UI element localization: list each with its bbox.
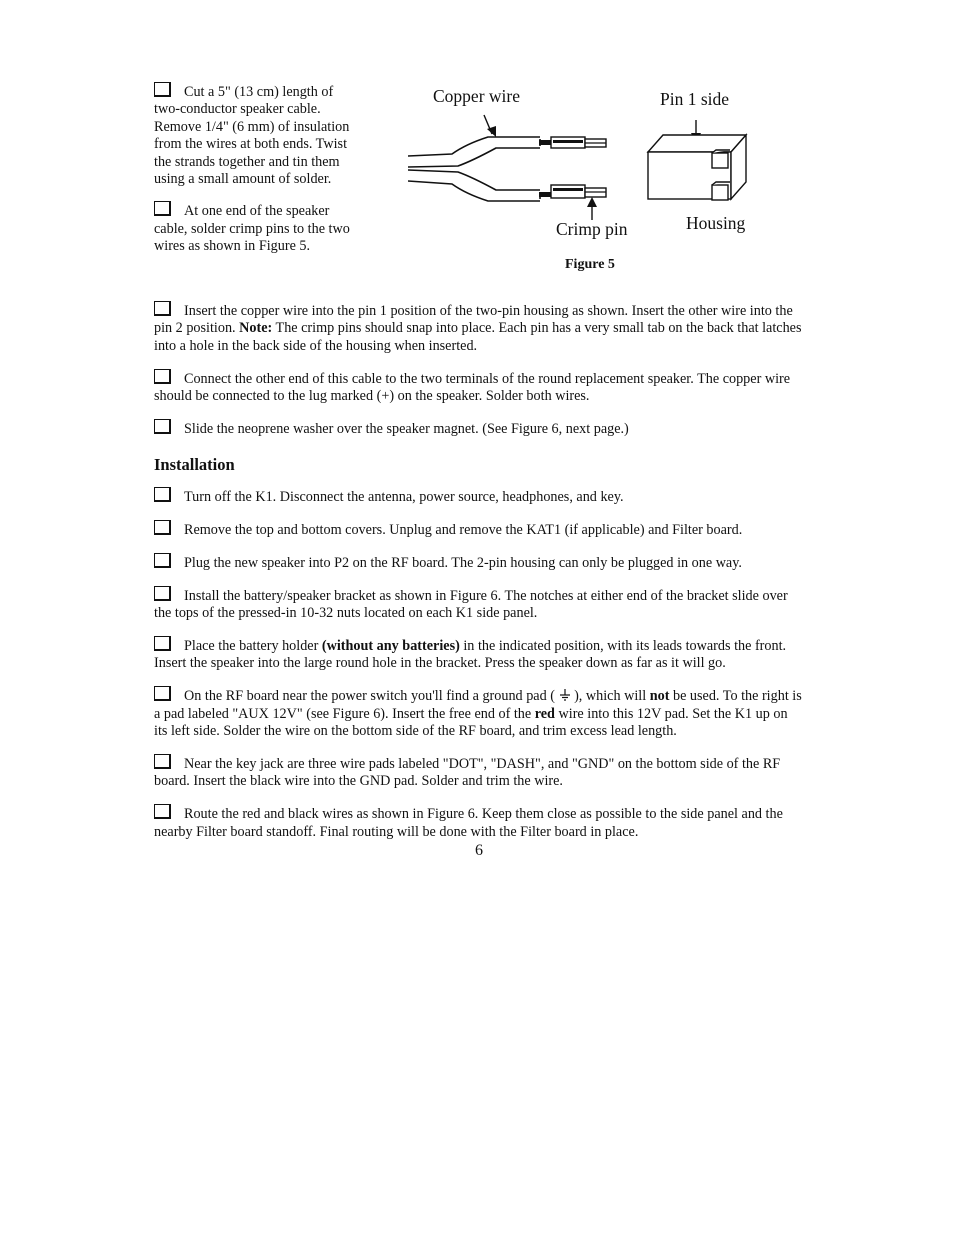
pin1-side-label: Pin 1 side bbox=[660, 89, 730, 109]
checkbox[interactable] bbox=[154, 520, 171, 535]
step-text: The crimp pins should snap into place. Each pin has a very small tab on the back that latches into a hole in the back side of the housing when inserted. bbox=[154, 320, 802, 354]
section-heading: Installation bbox=[154, 455, 235, 475]
step-note-label: Note: bbox=[239, 320, 273, 337]
top-steps bbox=[154, 82, 362, 256]
step-turn-off bbox=[154, 487, 804, 506]
step-emphasis: (without any batteries) bbox=[321, 637, 460, 654]
step-install-bracket bbox=[154, 586, 804, 623]
step-text: On the RF board near the power switch you'll find a ground pad ( bbox=[184, 688, 559, 705]
step-insert-pins bbox=[154, 301, 804, 355]
step-cut-cable bbox=[154, 82, 362, 188]
step-emphasis: not bbox=[649, 688, 670, 705]
housing-block bbox=[648, 135, 746, 200]
step-text: Cut a 5" (13 cm) length of two-conductor speaker cable. Remove 1/4" (6 mm) of insulation from the wires at both ends. Twist the strands together and tin them using a small amount of solder. bbox=[154, 84, 350, 188]
step-text: Place the battery holder bbox=[184, 637, 322, 654]
step-text: Connect the other end of this cable to the two terminals of the round replacement speaker. The copper wire should be connected to the lug marked (+) on the speaker. Solder both wires. bbox=[154, 370, 791, 405]
housing-label: Housing bbox=[686, 213, 746, 233]
step-text: wire into this 12V pad. Set the K1 up on its left side. Solder the wire on the bottom side of the RF board, and trim excess lead length. bbox=[154, 705, 788, 739]
ground-symbol-icon bbox=[559, 689, 571, 701]
step-text: At one end of the speaker cable, solder crimp pins to the two wires as shown in Figure 5. bbox=[154, 203, 350, 255]
assembly-steps bbox=[154, 301, 804, 841]
checkbox[interactable] bbox=[154, 82, 171, 97]
step-ground-pad bbox=[154, 686, 804, 740]
figure-5 bbox=[408, 82, 758, 282]
step-plug-speaker bbox=[154, 553, 804, 572]
crimp-pin-bottom bbox=[539, 185, 606, 198]
step-text: be used. To the right is a pad labeled "AUX 12V" (see Figure 6). Insert the free end of the bbox=[154, 688, 802, 722]
checkbox[interactable] bbox=[154, 754, 171, 769]
checkbox[interactable] bbox=[154, 487, 171, 502]
checkbox[interactable] bbox=[154, 369, 171, 384]
step-route-wires bbox=[154, 804, 804, 841]
speaker-cable bbox=[408, 137, 540, 201]
copper-wire-label: Copper wire bbox=[433, 86, 520, 106]
step-text: Plug the new speaker into P2 on the RF board. The 2-pin housing can only be plugged in one way. bbox=[184, 554, 742, 571]
step-connect-speaker bbox=[154, 369, 804, 406]
step-text: Slide the neoprene washer over the speaker magnet. (See Figure 6, next page.) bbox=[184, 421, 629, 438]
step-text: Route the red and black wires as shown in Figure 6. Keep them close as possible to the side panel and the nearby Filter board standoff. Final routing will be done with the Filter board in place. bbox=[154, 806, 783, 840]
checkbox[interactable] bbox=[154, 686, 171, 701]
checkbox[interactable] bbox=[154, 804, 171, 819]
checkbox[interactable] bbox=[154, 636, 171, 651]
crimp-pin-arrowhead bbox=[587, 197, 597, 207]
crimp-pin-top bbox=[539, 137, 606, 148]
step-remove-covers bbox=[154, 520, 804, 539]
copper-wire-arrowhead bbox=[487, 126, 496, 137]
step-black-wire bbox=[154, 754, 804, 791]
checkbox[interactable] bbox=[154, 201, 171, 216]
step-slide-washer bbox=[154, 419, 804, 438]
page-number: 6 bbox=[475, 842, 483, 859]
step-solder-crimp-pins bbox=[154, 201, 362, 255]
checkbox[interactable] bbox=[154, 586, 171, 601]
checkbox[interactable] bbox=[154, 419, 171, 434]
checkbox[interactable] bbox=[154, 301, 171, 316]
checkbox[interactable] bbox=[154, 553, 171, 568]
step-text: Remove the top and bottom covers. Unplug and remove the KAT1 (if applicable) and Filter board. bbox=[184, 521, 743, 538]
step-text: ), which will bbox=[570, 688, 650, 705]
figure-caption: Figure 5 bbox=[565, 257, 615, 272]
step-text: in the indicated position, with its leads towards the front. Insert the speaker into the large round hole in the bracket. Press the speaker down as far as it will go. bbox=[154, 637, 787, 672]
cable-housing-diagram bbox=[408, 82, 758, 282]
crimp-pin-label: Crimp pin bbox=[556, 219, 628, 239]
step-text: Near the key jack are three wire pads labeled "DOT", "DASH", and "GND" on the bottom side of the RF board. Insert the black wire into the GND pad. Solder and trim the wire. bbox=[154, 755, 781, 790]
step-text: Turn off the K1. Disconnect the antenna, power source, headphones, and key. bbox=[184, 488, 624, 505]
step-text: Install the battery/speaker bracket as shown in Figure 6. The notches at either end of the bracket slide over the tops of the pressed-in 10-32 nuts located on each K1 side panel. bbox=[154, 587, 788, 621]
step-emphasis: red bbox=[534, 705, 555, 722]
step-text: Insert the copper wire into the pin 1 position of the two-pin housing as shown. Insert the other wire into the pin 2 position. bbox=[154, 303, 793, 337]
step-battery-holder bbox=[154, 636, 804, 673]
